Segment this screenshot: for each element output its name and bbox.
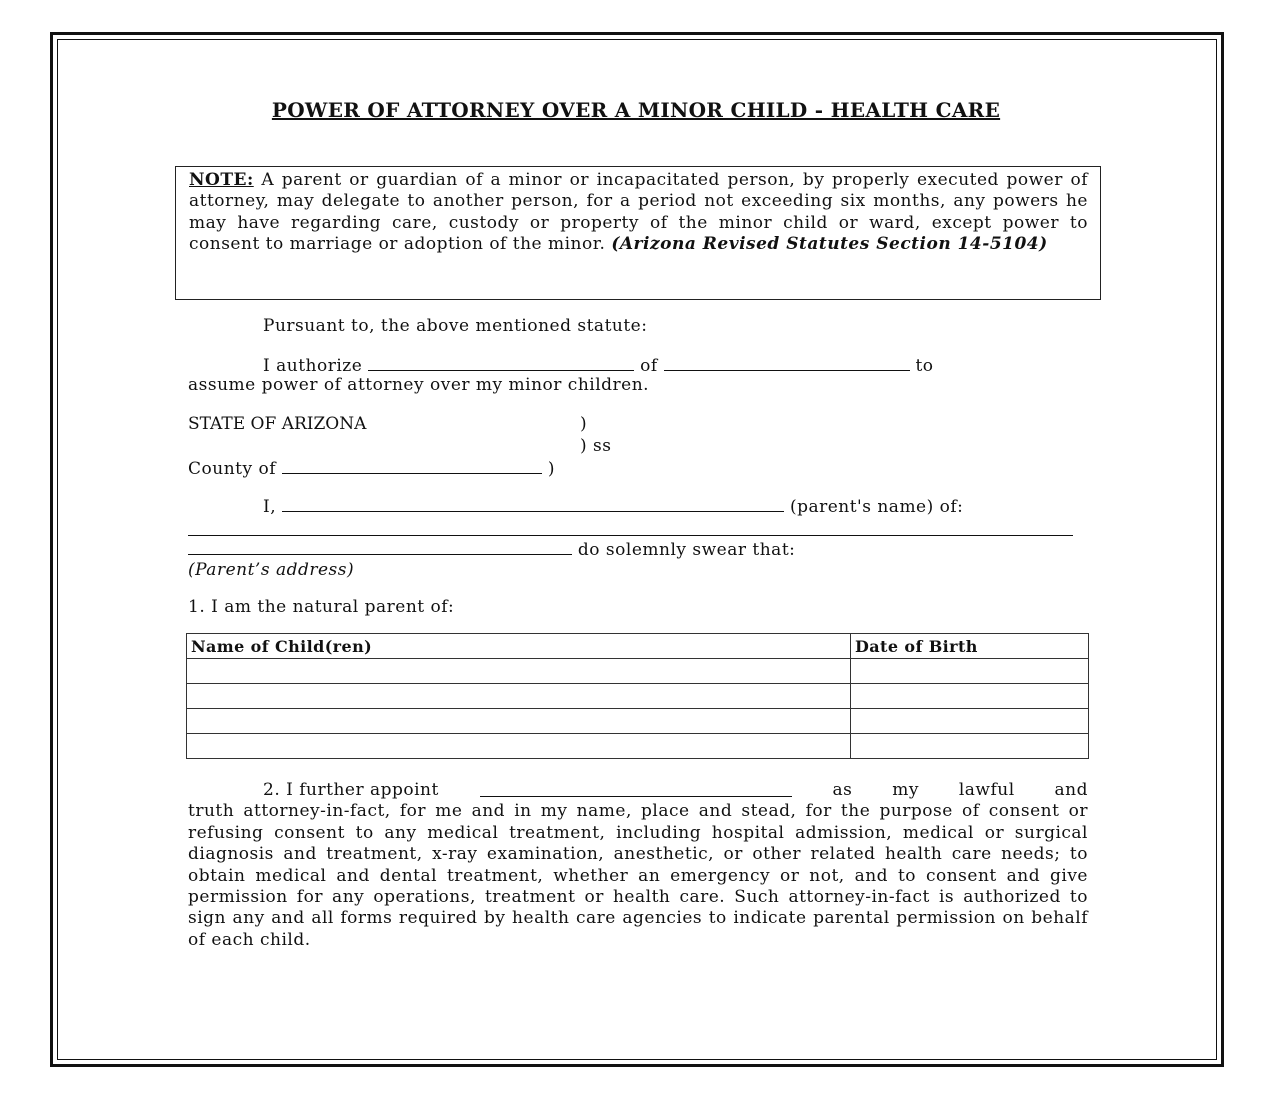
parent-address-blank-1[interactable] bbox=[188, 535, 1073, 536]
venue-paren-1: ) bbox=[580, 414, 588, 434]
agent-name-blank[interactable] bbox=[368, 354, 634, 371]
statute-note-box bbox=[175, 166, 1101, 300]
col-header-name: Name of Child(ren) bbox=[187, 634, 851, 659]
authorize-to: to bbox=[915, 356, 934, 376]
item-2-body: truth attorney-in-fact, for me and in my name, place and stead, for the purpose of consent or refusing consent to any medical treatment, including hospital admission, medical or surgical diagnosis and treatment, x-ray examination, anesthetic, or other related health care needs; to obtain medical and dental treatment, whether an emergency or not, and to consent and give permission for any operations, treatment or health care. Such attorney-in-fact is authorized to sign any and all forms required by health care agencies to indicate parental permission on behalf of each child. bbox=[188, 801, 1088, 950]
item-1: 1. I am the natural parent of: bbox=[188, 597, 455, 617]
child-dob-cell[interactable] bbox=[851, 659, 1089, 684]
table-row bbox=[187, 659, 1089, 684]
item-2-lead: 2. I further appoint bbox=[263, 780, 439, 800]
county-line bbox=[188, 457, 555, 480]
authorize-line bbox=[263, 354, 934, 377]
parent-name-hint: (parent's name) of: bbox=[789, 497, 964, 517]
parent-address-blank-2[interactable] bbox=[188, 538, 572, 555]
parent-address-hint: (Parent’s address) bbox=[188, 560, 355, 580]
child-dob-cell[interactable] bbox=[851, 709, 1089, 734]
item-2-first-line-rest: as my lawful and bbox=[832, 780, 1088, 800]
table-row bbox=[187, 734, 1089, 759]
table-header-row bbox=[187, 634, 1089, 659]
parent-address-line-2 bbox=[188, 538, 795, 561]
authorize-continuation: assume power of attorney over my minor children. bbox=[188, 375, 650, 395]
venue-paren-ss: ) ss bbox=[580, 436, 612, 456]
parent-i-label: I, bbox=[263, 497, 277, 517]
child-dob-cell[interactable] bbox=[851, 734, 1089, 759]
child-name-cell[interactable] bbox=[187, 709, 851, 734]
child-name-cell[interactable] bbox=[187, 684, 851, 709]
county-label: County of bbox=[188, 459, 277, 479]
attorney-in-fact-blank[interactable] bbox=[480, 780, 792, 797]
col-header-dob: Date of Birth bbox=[851, 634, 1089, 659]
note-citation: (Arizona Revised Statutes Section 14-5104) bbox=[611, 234, 1048, 255]
parent-name-line bbox=[263, 495, 963, 518]
state-label: STATE OF ARIZONA bbox=[188, 414, 367, 434]
child-name-cell[interactable] bbox=[187, 659, 851, 684]
table-row bbox=[187, 684, 1089, 709]
venue-paren-3: ) bbox=[547, 459, 555, 479]
child-name-cell[interactable] bbox=[187, 734, 851, 759]
item-2-paragraph bbox=[188, 780, 1088, 951]
item-2-first-line bbox=[188, 780, 1088, 801]
pursuant-line: Pursuant to, the above mentioned statute: bbox=[263, 316, 648, 336]
authorize-of: of bbox=[640, 356, 658, 376]
note-text: A parent or guardian of a minor or incapacitated person, by properly executed power of attorney, may delegate to another person, for a period not exceeding six months, any powers he may have regarding care, custody or property of the minor child or ward, except power to consent to marriage or adoption of the minor. bbox=[189, 170, 1088, 255]
table-row bbox=[187, 709, 1089, 734]
agent-location-blank[interactable] bbox=[664, 354, 910, 371]
document-title: POWER OF ATTORNEY OVER A MINOR CHILD - HEALTH CARE bbox=[271, 98, 1001, 122]
swear-text: do solemnly swear that: bbox=[577, 540, 796, 560]
child-dob-cell[interactable] bbox=[851, 684, 1089, 709]
authorize-label: I authorize bbox=[263, 356, 363, 376]
note-label: NOTE: bbox=[189, 170, 254, 190]
children-table bbox=[186, 633, 1089, 759]
parent-name-blank[interactable] bbox=[282, 495, 784, 512]
county-blank[interactable] bbox=[282, 457, 542, 474]
